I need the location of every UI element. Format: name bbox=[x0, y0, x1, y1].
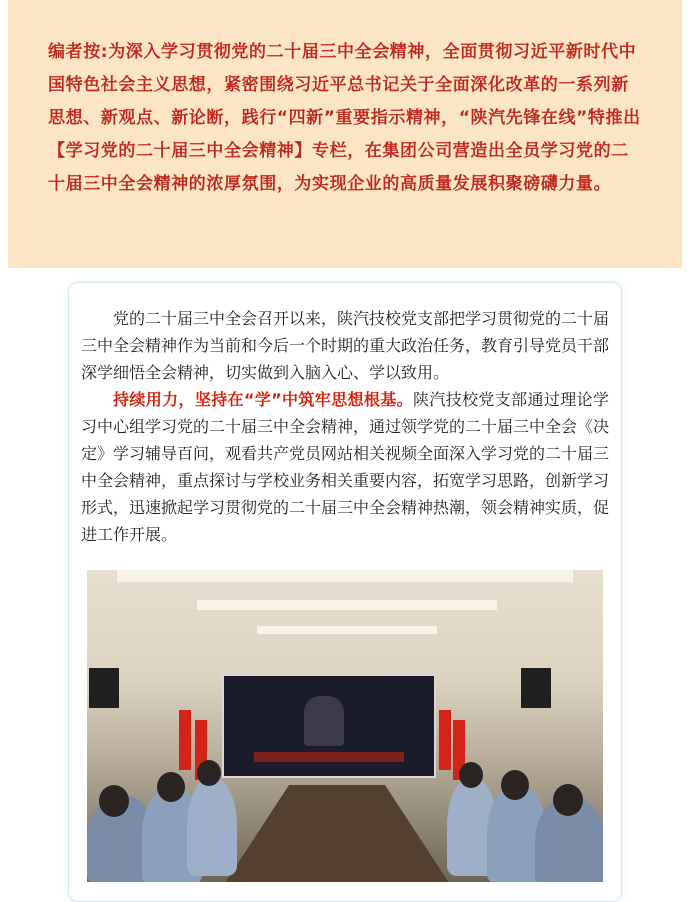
flag-right bbox=[439, 710, 451, 770]
attendee-head bbox=[157, 772, 185, 802]
ceiling-light bbox=[117, 570, 573, 582]
speaker-left bbox=[89, 668, 119, 708]
article-card bbox=[68, 282, 622, 902]
ceiling-light bbox=[257, 626, 437, 634]
projection-screen bbox=[222, 674, 436, 778]
meeting-photo bbox=[87, 570, 603, 882]
editor-note bbox=[8, 0, 682, 268]
attendee-head bbox=[197, 760, 221, 786]
screen-caption-bar bbox=[254, 752, 404, 762]
attendee-head bbox=[553, 784, 583, 816]
meeting-table bbox=[217, 785, 457, 882]
article-paragraph-2 bbox=[81, 386, 609, 548]
paragraph-2-body: 陕汽技校党支部通过理论学习中心组学习党的二十届三中全会精神，通过领学党的二十届三中全会《决定》学习辅导百问，观看共产党员网站相关视频全面深入学习党的二十届三中全会精神，重点探讨与学校业务相关重要内容，拓宽学习思路，创新学习形式，迅速掀起学习贯彻党的二十届三中全会精神热潮，领会精神实质，促进工作开展。 bbox=[81, 390, 610, 544]
speaker-right bbox=[521, 668, 551, 708]
attendee-head bbox=[99, 785, 129, 817]
attendee bbox=[187, 776, 237, 876]
ceiling-light bbox=[197, 600, 497, 610]
flag-left bbox=[179, 710, 191, 770]
article-paragraph-1: 党的二十届三中全会召开以来，陕汽技校党支部把学习贯彻党的二十届三中全会精神作为当前和今后一个时期的重大政治任务，教育引导党员干部深学细悟全会精神，切实做到入脑入心、学以致用。 bbox=[81, 309, 610, 382]
editor-note-text: 编者按:为深入学习贯彻党的二十届三中全会精神，全面贯彻习近平新时代中国特色社会主义思想，紧密围绕习近平总书记关于全面深化改革的一系列新思想、新观点、新论断，践行“四新”重要指示精神，“陕汽先锋在线”特推出【学习党的二十届三中全会精神】专栏，在集团公司营造出全员学习党的二十届三中全会精神的浓厚氛围，为实现企业的高质量发展积聚磅礴力量。 bbox=[48, 42, 641, 194]
attendee-head bbox=[501, 770, 529, 800]
attendee-head bbox=[459, 762, 483, 788]
screen-speaker bbox=[304, 696, 344, 746]
paragraph-2-heading: 持续用力，坚持在“学”中筑牢思想根基。 bbox=[113, 390, 413, 409]
